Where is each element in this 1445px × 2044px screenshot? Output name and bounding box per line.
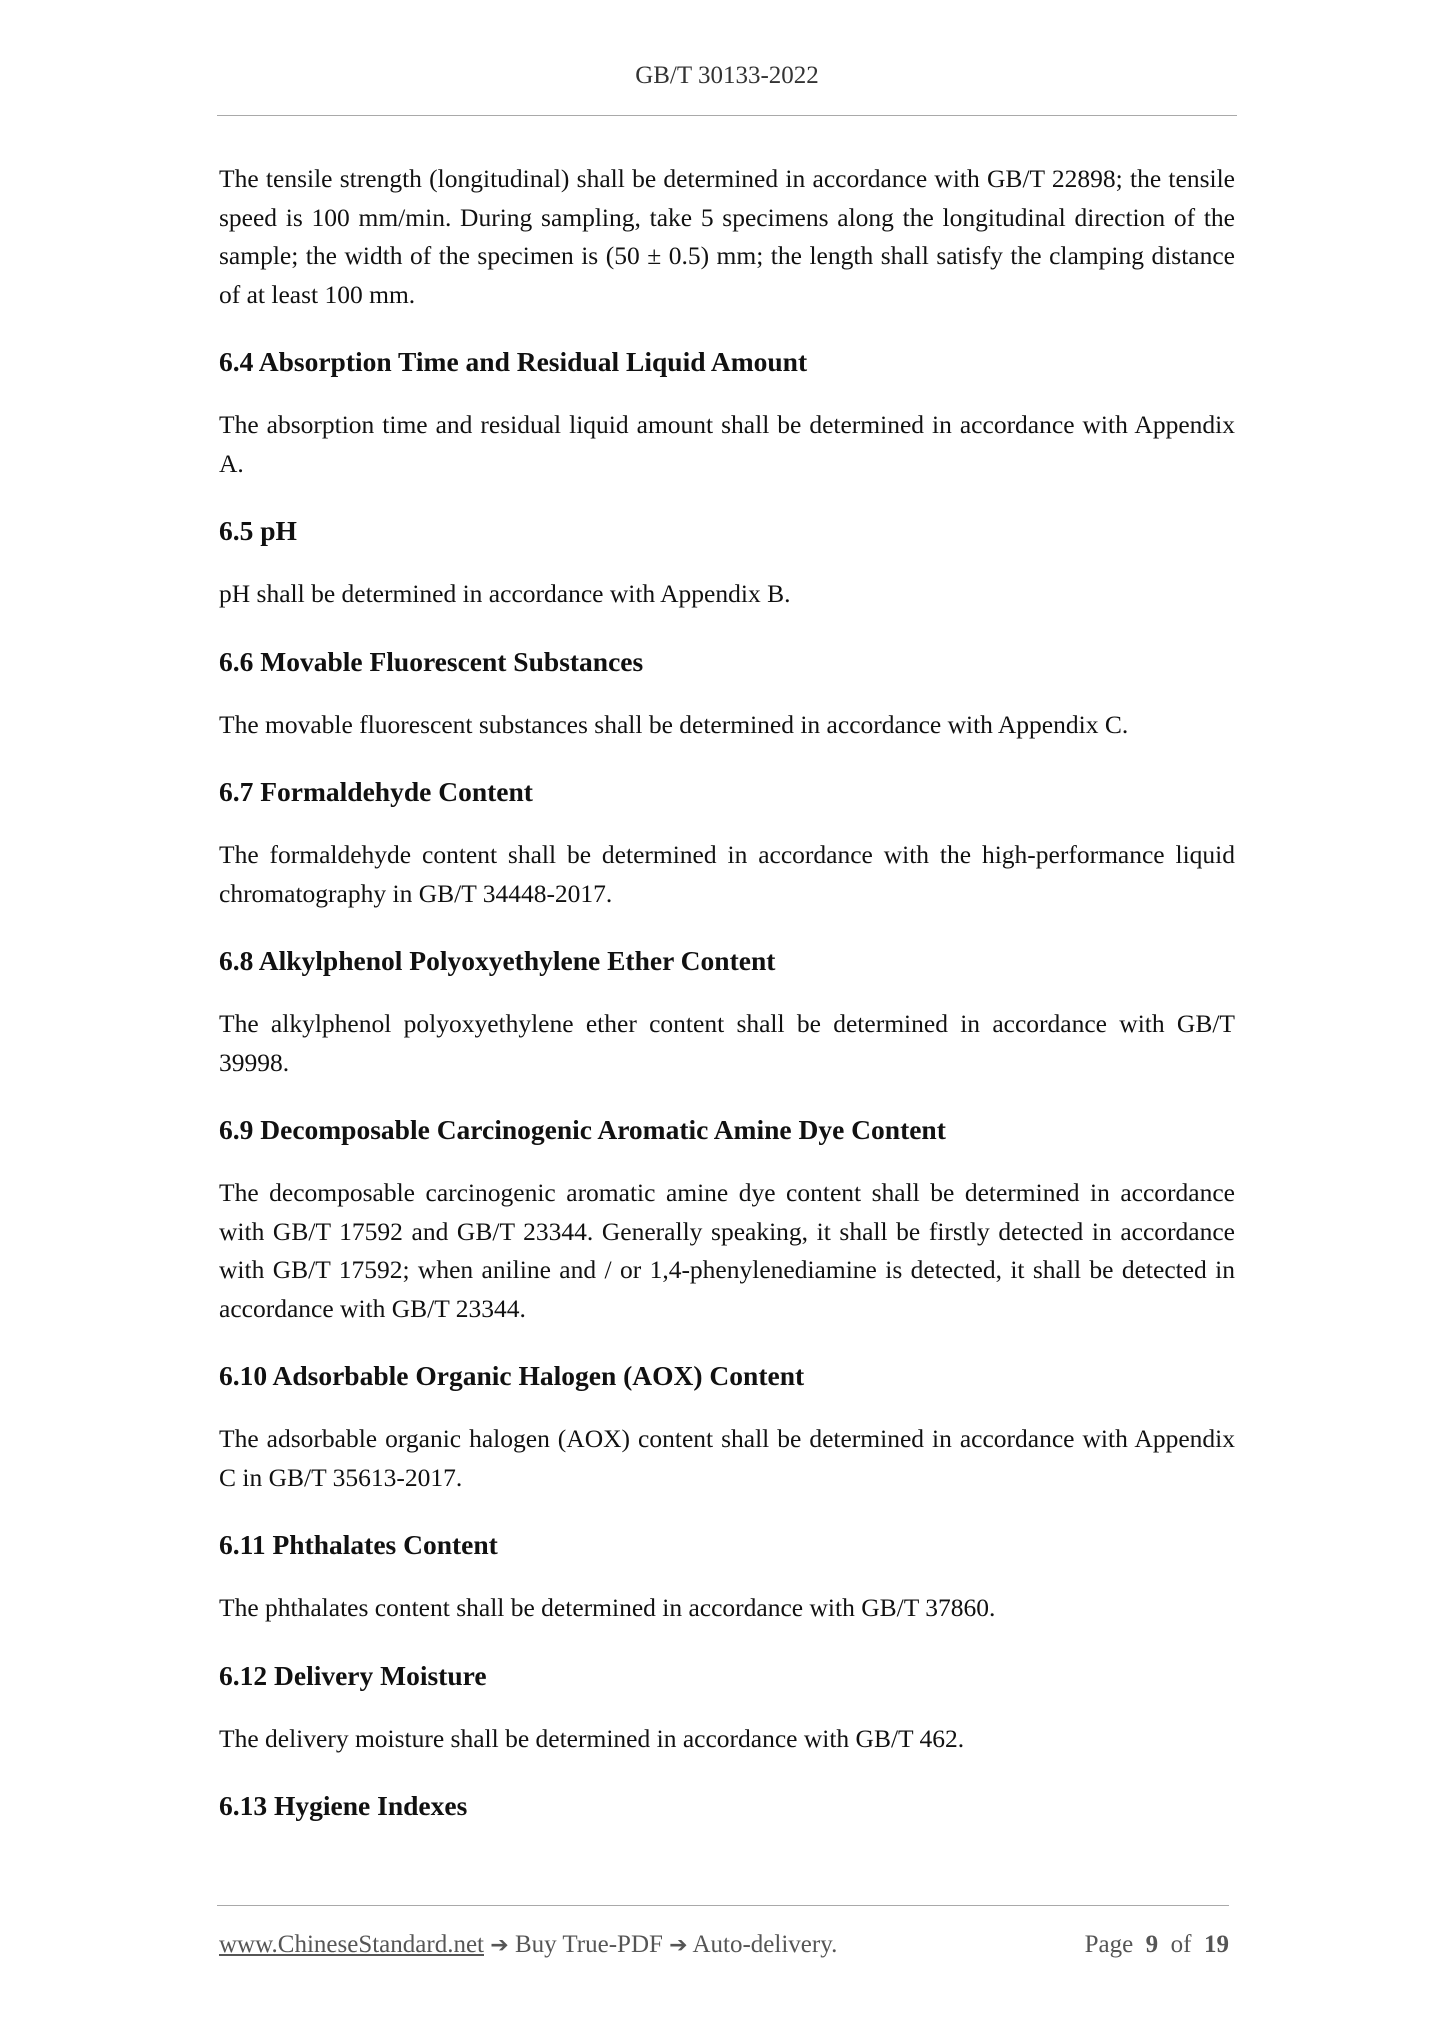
page-label: Page <box>1084 1931 1134 1958</box>
auto-delivery-text: Auto-delivery. <box>692 1931 838 1958</box>
section-text-6-6: The movable fluorescent substances shall be determined in accordance with Appendix C. <box>219 709 1129 739</box>
section-heading-6-6: 6.6 Movable Fluorescent Substances <box>219 645 644 677</box>
footer-divider <box>217 1905 1229 1906</box>
intro-paragraph: The tensile strength (longitudinal) shall be determined in accordance with GB/T 22898; the tensile speed is 100 mm/min. During sampling, take 5 specimens along the longitudinal direction of the sample; the width of the specimen is (50 ± 0.5) mm; the length shall satisfy the clamping distance of at least 100 mm. <box>219 164 1235 309</box>
page-current: 9 <box>1145 1931 1159 1958</box>
page-total: 19 <box>1204 1931 1229 1958</box>
section-heading-6-7: 6.7 Formaldehyde Content <box>219 776 533 807</box>
section-text-6-11: The phthalates content shall be determined in accordance with GB/T 37860. <box>219 1593 996 1622</box>
document-body <box>219 160 1235 1850</box>
section-text-6-10: The adsorbable organic halogen (AOX) content shall be determined in accordance with Appendix C in GB/T 35613-2017. <box>219 1424 1235 1492</box>
section-text-6-9: The decomposable carcinogenic aromatic amine dye content shall be determined in accordance with GB/T 17592 and GB/T 23344. Generally speaking, it shall be firstly detected in accordance with GB/T 17592; when aniline and / or 1,4-phenylenediamine is detected, it shall be detected in accordance with GB/T 23344. <box>219 1178 1235 1323</box>
section-heading-6-8: 6.8 Alkylphenol Polyoxyethylene Ether Content <box>219 945 776 976</box>
section-text-6-8: The alkylphenol polyoxyethylene ether content shall be determined in accordance with GB/T 39998. <box>219 1009 1235 1077</box>
section-text-6-5: pH shall be determined in accordance with Appendix B. <box>219 579 791 608</box>
section-heading-6-11: 6.11 Phthalates Content <box>219 1529 498 1560</box>
footer-promo <box>219 1931 837 1959</box>
page-header <box>217 62 1237 90</box>
arrow-right-icon: ➔ <box>490 1933 509 1958</box>
section-text-6-4: The absorption time and residual liquid amount shall be determined in accordance with Appendix A. <box>219 410 1235 478</box>
website-link[interactable]: www.ChineseStandard.net <box>219 1931 484 1958</box>
section-heading-6-10: 6.10 Adsorbable Organic Halogen (AOX) Content <box>219 1360 805 1391</box>
header-divider <box>217 115 1237 116</box>
section-heading-6-12: 6.12 Delivery Moisture <box>219 1659 487 1691</box>
section-heading-6-4: 6.4 Absorption Time and Residual Liquid Amount <box>219 346 808 377</box>
section-text-6-7: The formaldehyde content shall be determined in accordance with the high-performance liquid chromatography in GB/T 34448-2017. <box>219 840 1235 908</box>
section-heading-6-13: 6.13 Hygiene Indexes <box>219 1790 468 1821</box>
section-heading-6-5: 6.5 pH <box>219 515 297 546</box>
page-number <box>1085 1931 1229 1959</box>
buy-pdf-text: Buy True-PDF <box>514 1931 663 1958</box>
section-text-6-12: The delivery moisture shall be determined in accordance with GB/T 462. <box>219 1723 965 1753</box>
section-heading-6-9: 6.9 Decomposable Carcinogenic Aromatic Amine Dye Content <box>219 1114 946 1145</box>
page-of-label: of <box>1170 1931 1192 1958</box>
document-code: GB/T 30133-2022 <box>635 62 819 89</box>
arrow-right-icon: ➔ <box>669 1933 688 1958</box>
